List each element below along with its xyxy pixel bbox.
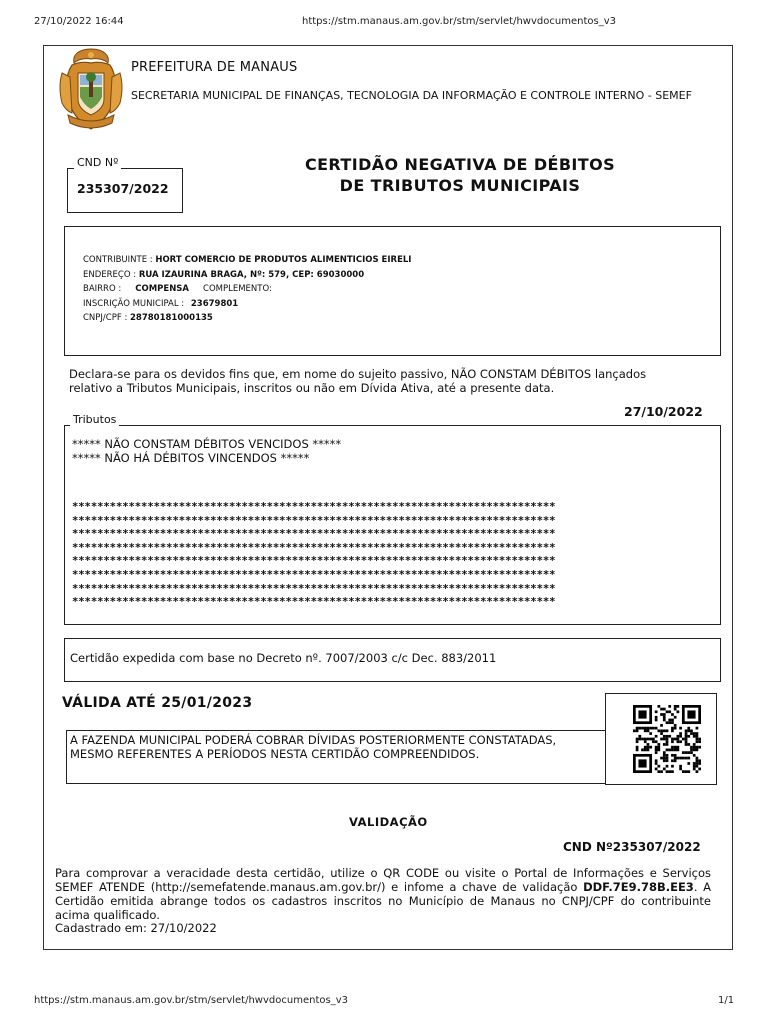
inscricao-label: INSCRIÇÃO MUNICIPAL : [83,298,185,309]
star-line: ***************************************************************************** [72,541,556,554]
title-line-2: DE TRIBUTOS MUNICIPAIS [339,176,581,195]
validation-heading: VALIDAÇÃO [349,815,428,829]
tributos-line-2: ***** NÃO HÁ DÉBITOS VINCENDOS ***** [72,451,310,465]
decree-text: Certidão expedida com base no Decreto nº. 7007/2003 c/c Dec. 883/2011 [70,651,497,665]
validation-text-part2: . A Certidão emitida abrange todos os cadastros inscritos no Município de Manaus no CNPJ/CPF do contribuinte acima qualificado. [55,880,712,922]
cnd-legend: CND Nº [74,156,121,169]
bairro-value: COMPENSA [135,284,190,294]
bairro-row [83,282,703,297]
tributos-status [72,437,341,465]
certificate-title [240,154,680,196]
star-line: ***************************************************************************** [72,568,556,581]
inscricao-value: 23679801 [190,298,239,309]
inscricao-row [83,297,703,312]
issue-date: 27/10/2022 [624,404,703,419]
star-line: ***************************************************************************** [72,582,556,595]
print-url-header: https://stm.manaus.am.gov.br/stm/servlet/hwvdocumentos_v3 [302,16,616,27]
notice-line-1: A FAZENDA MUNICIPAL PODERÁ COBRAR DÍVIDAS POSTERIORMENTE CONSTATADAS, [70,733,557,747]
cnd-number: 235307/2022 [77,181,169,196]
tributos-legend: Tributos [70,413,119,426]
print-page-number: 1/1 [718,995,735,1006]
org-secretariat: SECRETARIA MUNICIPAL DE FINANÇAS, TECNOLOGIA DA INFORMAÇÃO E CONTROLE INTERNO - SEMEF [131,89,692,102]
tributos-star-lines [72,501,555,610]
declaration-text [69,367,719,395]
validation-text [55,866,711,922]
contribuinte-value: HORT COMERCIO DE PRODUTOS ALIMENTICIOS EIRELI [155,255,412,265]
declaration-line-2: relativo a Tributos Municipais, inscritos ou não em Dívida Ativa, até a presente data. [69,381,555,395]
cnpj-label: CNPJ/CPF : [83,313,128,323]
cnpj-row [83,311,703,326]
bairro-label: BAIRRO : [83,284,122,294]
validity-date: VÁLIDA ATÉ 25/01/2023 [62,695,253,711]
title-line-1: CERTIDÃO NEGATIVA DE DÉBITOS [304,155,616,174]
print-datetime: 27/10/2022 16:44 [34,16,124,27]
notice-text [70,733,610,761]
endereco-label: ENDEREÇO : [83,269,137,280]
taxpayer-details [83,253,703,326]
validation-cnd-ref: CND Nº235307/2022 [563,840,701,854]
contribuinte-label: CONTRIBUINTE : [83,255,153,265]
validation-text-part1: Para comprovar a veracidade desta certidão, utilize o QR CODE ou visite o Portal de Informações e Serviços SEMEF ATENDE (http://semefatende.manaus.am.gov.br/) e infome a chave de validação [55,866,711,894]
endereco-value: RUA IZAURINA BRAGA, Nº: 579, CEP: 69030000 [138,269,365,280]
coat-of-arms-icon [56,47,126,133]
qr-code-icon[interactable] [632,705,702,773]
declaration-line-1: Declara-se para os devidos fins que, em nome do sujeito passivo, NÃO CONSTAM DÉBITOS lançados [69,367,647,381]
tributos-line-1: ***** NÃO CONSTAM DÉBITOS VENCIDOS ***** [72,437,342,451]
star-line: ***************************************************************************** [72,501,556,513]
print-url-footer: https://stm.manaus.am.gov.br/stm/servlet/hwvdocumentos_v3 [34,995,348,1006]
star-line: ***************************************************************************** [72,528,556,541]
contribuinte-row [83,253,703,268]
star-line: ***************************************************************************** [72,514,556,527]
star-line: ***************************************************************************** [72,596,556,609]
complemento-label: COMPLEMENTO: [203,284,272,294]
star-line: ***************************************************************************** [72,555,556,568]
notice-line-2: MESMO REFERENTES A PERÍODOS NESTA CERTIDÃO COMPREENDIDOS. [70,747,480,761]
endereco-row [83,268,703,283]
registered-date: Cadastrado em: 27/10/2022 [55,921,217,935]
validation-key: DDF.7E9.78B.EE3 [583,880,694,894]
cnpj-value: 28780181000135 [130,313,213,323]
org-name: PREFEITURA DE MANAUS [131,60,298,75]
